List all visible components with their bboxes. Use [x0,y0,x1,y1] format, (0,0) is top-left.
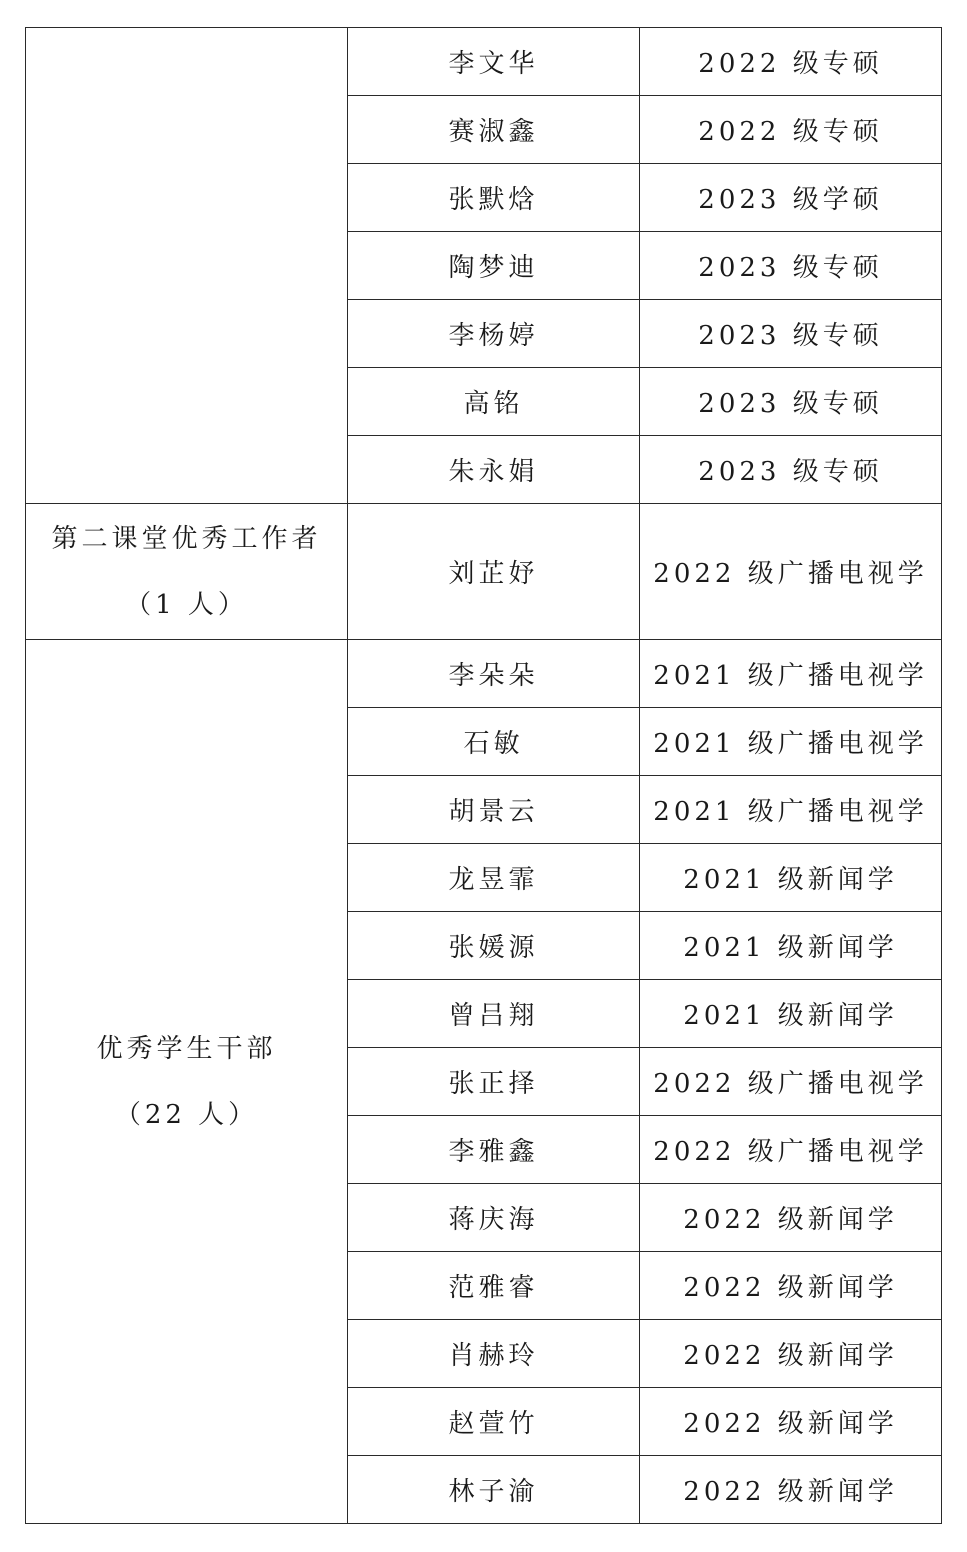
student-name: 张媛源 [348,912,640,980]
student-name: 朱永娟 [348,436,640,504]
student-name: 曾吕翔 [348,980,640,1048]
student-class: 2022 级专硕 [640,28,942,96]
student-class: 2021 级新闻学 [640,980,942,1048]
category-cell [26,28,348,504]
student-class: 2022 级新闻学 [640,1456,942,1524]
student-class: 2022 级广播电视学 [640,1116,942,1184]
category-cell [26,640,348,1524]
category-title: 优秀学生干部 [96,1033,277,1064]
student-class: 2022 级专硕 [640,96,942,164]
student-class: 2023 级专硕 [640,368,942,436]
student-name: 高铭 [348,368,640,436]
table-row [26,504,942,640]
student-name: 陶梦迪 [348,232,640,300]
award-list-table [25,27,942,1524]
student-name: 张默焓 [348,164,640,232]
student-class: 2022 级新闻学 [640,1320,942,1388]
category-count: （1 人） [125,589,248,620]
student-class: 2022 级新闻学 [640,1252,942,1320]
student-name: 肖赫玲 [348,1320,640,1388]
student-class: 2022 级广播电视学 [640,1048,942,1116]
student-name: 刘芷妤 [348,504,640,640]
student-class: 2021 级广播电视学 [640,708,942,776]
student-class: 2021 级广播电视学 [640,776,942,844]
student-name: 蒋庆海 [348,1184,640,1252]
student-class: 2021 级新闻学 [640,912,942,980]
student-name: 李文华 [348,28,640,96]
student-class: 2023 级专硕 [640,300,942,368]
student-class: 2021 级广播电视学 [640,640,942,708]
student-class: 2021 级新闻学 [640,844,942,912]
student-name: 李杨婷 [348,300,640,368]
student-name: 赛淑鑫 [348,96,640,164]
student-class: 2023 级学硕 [640,164,942,232]
student-class: 2023 级专硕 [640,232,942,300]
student-name: 石敏 [348,708,640,776]
table-row [26,28,942,96]
student-class: 2022 级广播电视学 [640,504,942,640]
table-row [26,640,942,708]
student-class: 2023 级专硕 [640,436,942,504]
table-body [26,28,942,1524]
student-name: 赵萱竹 [348,1388,640,1456]
student-name: 龙昱霏 [348,844,640,912]
student-name: 林子渝 [348,1456,640,1524]
category-title: 第二课堂优秀工作者 [51,523,322,554]
student-name: 胡景云 [348,776,640,844]
student-class: 2022 级新闻学 [640,1184,942,1252]
student-name: 范雅睿 [348,1252,640,1320]
student-name: 李朵朵 [348,640,640,708]
student-name: 张正择 [348,1048,640,1116]
category-cell [26,504,348,640]
student-class: 2022 级新闻学 [640,1388,942,1456]
student-name: 李雅鑫 [348,1116,640,1184]
category-count: （22 人） [114,1099,259,1130]
